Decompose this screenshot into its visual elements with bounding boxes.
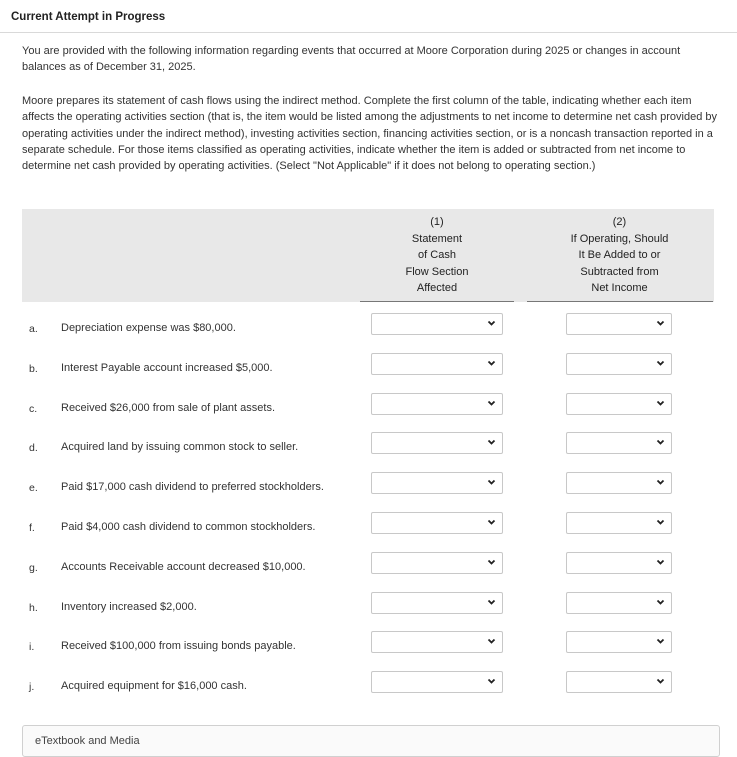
chevron-down-icon [656, 476, 665, 489]
column-header-line: Subtracted from [580, 265, 659, 278]
row-letter: a. [29, 323, 38, 335]
row-description: Received $100,000 from issuing bonds payable. [61, 640, 296, 653]
table-row [22, 510, 714, 550]
chevron-down-icon [487, 476, 496, 489]
chevron-down-icon [487, 516, 496, 529]
row-letter: i. [29, 641, 35, 654]
row-letter: c. [29, 402, 38, 415]
chevron-down-icon [656, 397, 665, 410]
table-row [22, 629, 714, 669]
add-or-subtract-select[interactable] [566, 631, 672, 653]
etextbook-media-label: eTextbook and Media [35, 735, 140, 747]
section-affected-select[interactable] [371, 592, 503, 614]
row-description: Received $26,000 from sale of plant assets. [61, 401, 276, 414]
table-row [22, 470, 714, 510]
chevron-down-icon [656, 675, 665, 688]
chevron-down-icon [487, 436, 496, 449]
column-header-add-or-subtract [542, 214, 697, 297]
row-description: Acquired land by issuing common stock to seller. [61, 441, 299, 454]
section-affected-select[interactable] [371, 512, 503, 534]
section-affected-select[interactable] [371, 631, 503, 653]
add-or-subtract-select[interactable] [566, 552, 672, 574]
chevron-down-icon [487, 317, 496, 330]
section-affected-select[interactable] [371, 432, 503, 454]
table-row [22, 590, 714, 630]
instructions-paragraph: Moore prepares its statement of cash flows using the indirect method. Complete the first column of the table, indicating whether each item affects the operating activities section (that is, the item would be listed among the adjustments to net income to determine net cash provided by operating activities under the indirect method), investing activities section, financing activities section, or is a noncash transaction reported in a separate schedule. For those items classified as operating activities, indicate whether the item is added or subtracted from net income to determine net cash provided by operating activities. (Select "Not Applicable" if it does not belong to operating section.) [22, 95, 718, 173]
add-or-subtract-select[interactable] [566, 592, 672, 614]
table-row [22, 391, 714, 431]
column-header-line: Statement [411, 232, 463, 245]
etextbook-media-panel[interactable] [22, 725, 720, 757]
section-affected-select[interactable] [371, 353, 503, 375]
add-or-subtract-select[interactable] [566, 353, 672, 375]
section-affected-select[interactable] [371, 393, 503, 415]
column-underline [360, 301, 514, 302]
intro-paragraph: You are provided with the following information regarding events that occurred at Moore Corporation during 2025 or changes in account balances as of December 31, 2025. [22, 45, 681, 74]
chevron-down-icon [487, 357, 496, 370]
row-description: Interest Payable account increased $5,000. [61, 361, 273, 374]
table-row [22, 351, 714, 391]
row-description: Accounts Receivable account decreased $10,000. [61, 560, 306, 573]
row-description: Paid $17,000 cash dividend to preferred stockholders. [61, 481, 324, 494]
add-or-subtract-select[interactable] [566, 671, 672, 693]
row-letter: j. [29, 681, 35, 694]
table-row [22, 550, 714, 590]
chevron-down-icon [487, 596, 496, 609]
row-letter: d. [29, 442, 38, 455]
row-letter: f. [29, 522, 35, 534]
chevron-down-icon [487, 397, 496, 410]
column-header-section-affected [362, 214, 512, 297]
column-header-line: Net Income [591, 282, 648, 294]
column-number: (2) [612, 216, 627, 228]
add-or-subtract-select[interactable] [566, 393, 672, 415]
section-affected-select[interactable] [371, 313, 503, 335]
section-affected-select[interactable] [371, 472, 503, 494]
attempt-status-title: Current Attempt in Progress [11, 11, 166, 23]
chevron-down-icon [656, 596, 665, 609]
chevron-down-icon [656, 357, 665, 370]
chevron-down-icon [487, 556, 496, 569]
row-description: Depreciation expense was $80,000. [61, 322, 236, 334]
chevron-down-icon [487, 635, 496, 648]
table-row [22, 311, 714, 351]
column-header-line: Flow Section [405, 265, 469, 278]
column-underline [527, 301, 713, 302]
column-header-line: If Operating, Should [570, 232, 669, 245]
row-letter: h. [29, 601, 38, 614]
table-row [22, 669, 714, 709]
add-or-subtract-select[interactable] [566, 313, 672, 335]
add-or-subtract-select[interactable] [566, 432, 672, 454]
column-header-line: It Be Added to or [578, 249, 661, 261]
chevron-down-icon [656, 516, 665, 529]
chevron-down-icon [656, 556, 665, 569]
section-affected-select[interactable] [371, 671, 503, 693]
chevron-down-icon [656, 436, 665, 449]
section-affected-select[interactable] [371, 552, 503, 574]
row-letter: b. [29, 362, 38, 375]
chevron-down-icon [656, 635, 665, 648]
attempt-header-bar [0, 0, 737, 33]
column-number: (1) [430, 216, 444, 228]
row-description: Paid $4,000 cash dividend to common stockholders. [61, 521, 316, 533]
row-description: Inventory increased $2,000. [61, 600, 197, 613]
column-header-line: of Cash [418, 249, 456, 261]
table-row [22, 430, 714, 470]
column-header-line: Affected [416, 282, 458, 294]
chevron-down-icon [487, 675, 496, 688]
row-letter: e. [29, 482, 38, 495]
add-or-subtract-select[interactable] [566, 472, 672, 494]
row-description: Acquired equipment for $16,000 cash. [61, 680, 247, 693]
row-letter: g. [29, 561, 38, 574]
chevron-down-icon [656, 317, 665, 330]
table-header [22, 209, 714, 302]
add-or-subtract-select[interactable] [566, 512, 672, 534]
